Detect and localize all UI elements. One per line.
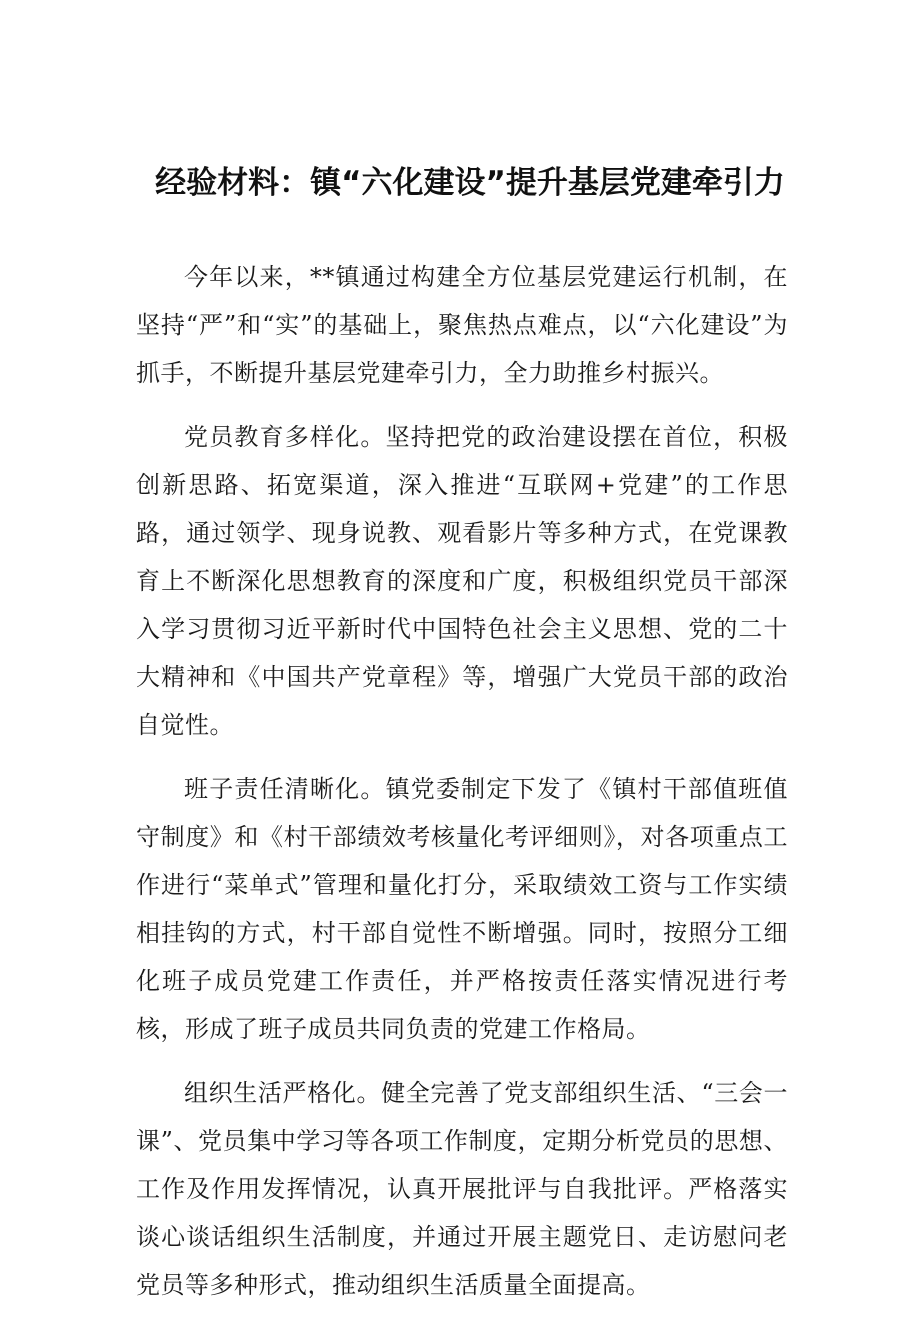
paragraph-team-responsibility: 班子责任清晰化。镇党委制定下发了《镇村干部值班值守制度》和《村干部绩效考核量化考评细则》，对各项重点工作进行“菜单式”管理和量化打分，采取绩效工资与工作实绩相挂钩的方式，村干部自觉性不断增强。同时，按照分工细化班子成员党建工作责任，并严格按责任落实情况进行考核，形成了班子成员共同负责的党建工作格局。 <box>136 775 788 1043</box>
document-title: 经验材料：镇“六化建设”提升基层党建牵引力 <box>155 165 785 201</box>
paragraph-intro: 今年以来，**镇通过构建全方位基层党建运行机制，在坚持“严”和“实”的基础上，聚焦热点难点，以“六化建设”为抓手，不断提升基层党建牵引力，全力助推乡村振兴。 <box>136 263 788 387</box>
document-body <box>136 253 788 1325</box>
paragraph-party-education: 党员教育多样化。坚持把党的政治建设摆在首位，积极创新思路、拓宽渠道，深入推进“互联网+党建”的工作思路，通过领学、现身说教、观看影片等多种方式，在党课教育上不断深化思想教育的深度和广度，积极组织党员干部深入学习贯彻习近平新时代中国特色社会主义思想、党的二十大精神和《中国共产党章程》等，增强广大党员干部的政治自觉性。 <box>136 423 788 739</box>
paragraph-organizational-life: 组织生活严格化。健全完善了党支部组织生活、“三会一课”、党员集中学习等各项工作制度，定期分析党员的思想、工作及作用发挥情况，认真开展批评与自我批评。严格落实谈心谈话组织生活制度，并通过开展主题党日、走访慰问老党员等多种形式，推动组织生活质量全面提高。 <box>136 1079 788 1299</box>
